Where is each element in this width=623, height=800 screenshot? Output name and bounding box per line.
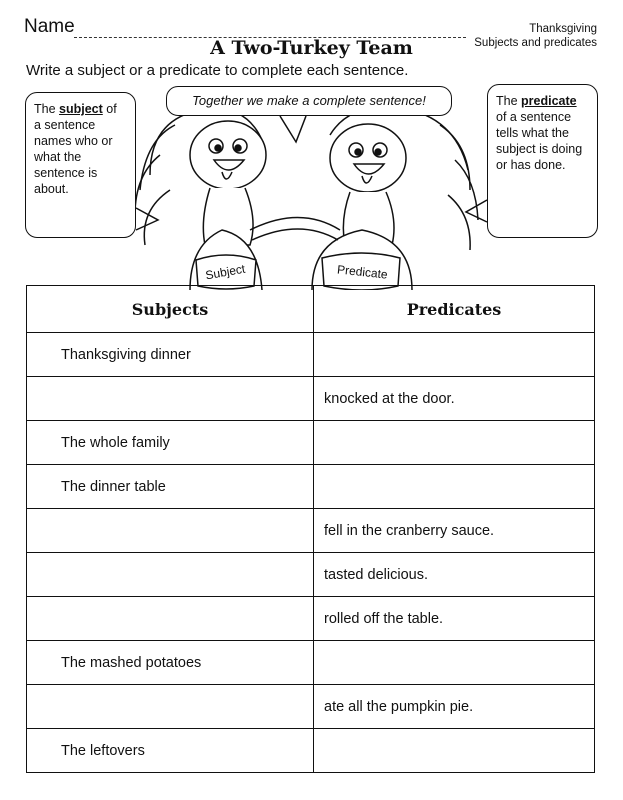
- predicate-cell[interactable]: [314, 641, 595, 685]
- subject-cell[interactable]: [27, 553, 314, 597]
- predicate-keyword: predicate: [521, 94, 577, 108]
- subject-cell[interactable]: The whole family: [27, 421, 314, 465]
- subject-cell[interactable]: The mashed potatoes: [27, 641, 314, 685]
- predicate-cell[interactable]: [314, 421, 595, 465]
- subjects-header: Subjects: [27, 286, 314, 333]
- table-row: [27, 421, 595, 465]
- right-bib-label: Predicate: [336, 262, 389, 282]
- predicate-cell[interactable]: knocked at the door.: [314, 377, 595, 421]
- predicate-cell[interactable]: ate all the pumpkin pie.: [314, 685, 595, 729]
- bubble-left-pre: The: [34, 102, 60, 116]
- table-row: [27, 509, 595, 553]
- table-row: [27, 641, 595, 685]
- predicate-cell[interactable]: [314, 729, 595, 773]
- subject-keyword: subject: [59, 102, 103, 116]
- name-label: Name: [24, 16, 75, 37]
- subject-cell[interactable]: [27, 509, 314, 553]
- predicate-cell[interactable]: rolled off the table.: [314, 597, 595, 641]
- predicate-cell[interactable]: [314, 333, 595, 377]
- speech-bubble: Together we make a complete sentence!: [166, 86, 452, 116]
- table-row: [27, 465, 595, 509]
- table-row: [27, 729, 595, 773]
- predicate-cell[interactable]: fell in the cranberry sauce.: [314, 509, 595, 553]
- subject-definition-bubble: [25, 92, 136, 238]
- bubble-right-post: of a sentence tells what the subject is doing or has done.: [496, 110, 583, 172]
- page-title: A Two-Turkey Team: [210, 37, 413, 59]
- predicates-header: Predicates: [314, 286, 595, 333]
- subject-cell[interactable]: [27, 597, 314, 641]
- subject-cell[interactable]: The dinner table: [27, 465, 314, 509]
- bubble-left-post: of a sentence names who or what the sentence is about.: [34, 102, 117, 196]
- predicate-definition-bubble: [487, 84, 598, 238]
- predicate-cell[interactable]: [314, 465, 595, 509]
- table-row: [27, 333, 595, 377]
- sentence-table: [26, 285, 595, 773]
- subject-cell[interactable]: Thanksgiving dinner: [27, 333, 314, 377]
- subject-cell[interactable]: [27, 685, 314, 729]
- table-row: [27, 597, 595, 641]
- table-row: [27, 377, 595, 421]
- left-bib-label: Subject: [204, 261, 247, 283]
- instructions: Write a subject or a predicate to complete each sentence.: [26, 62, 409, 79]
- predicate-cell[interactable]: tasted delicious.: [314, 553, 595, 597]
- subject-cell[interactable]: [27, 377, 314, 421]
- table-header-row: [27, 286, 595, 333]
- bubble-right-pre: The: [496, 94, 522, 108]
- subject-cell[interactable]: The leftovers: [27, 729, 314, 773]
- topic-line-2: Subjects and predicates: [474, 37, 597, 49]
- table-row: [27, 685, 595, 729]
- table-row: [27, 553, 595, 597]
- topic-line-1: Thanksgiving: [529, 23, 597, 35]
